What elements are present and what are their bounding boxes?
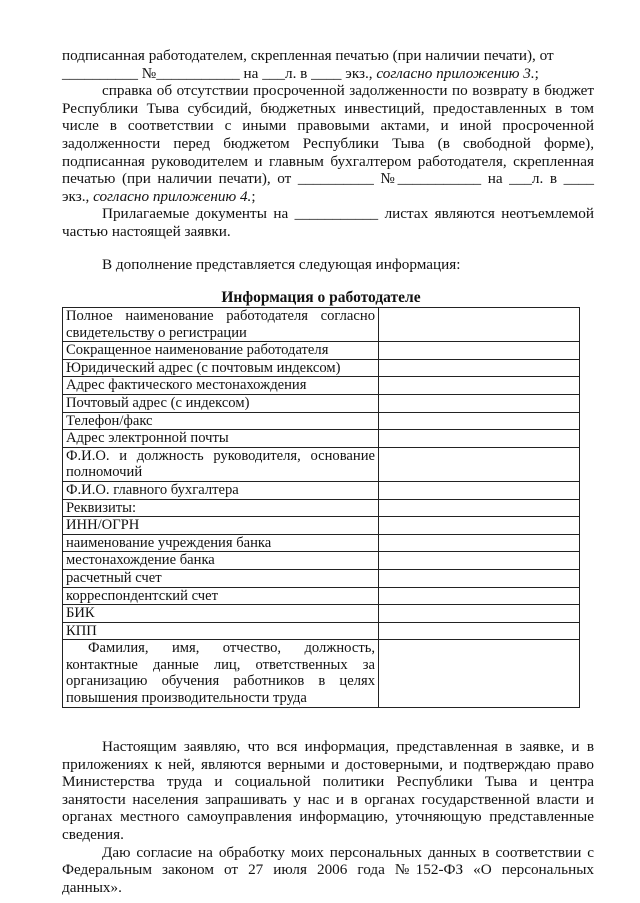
row-value[interactable] (379, 534, 580, 552)
row-value[interactable] (379, 517, 580, 535)
row-label: наименование учреждения банка (63, 534, 379, 552)
row-label: расчетный счет (63, 569, 379, 587)
top-paragraphs (62, 47, 594, 241)
table-row (63, 342, 580, 360)
row-label: Ф.И.О. и должность руководителя, основание полномочий (63, 447, 379, 481)
row-label: Почтовый адрес (с индексом) (63, 394, 379, 412)
table-row (63, 587, 580, 605)
row-label: Полное наименование работодателя согласно свидетельству о регистрации (63, 308, 379, 342)
row-value[interactable] (379, 605, 580, 623)
row-value[interactable] (379, 481, 580, 499)
row-value[interactable] (379, 430, 580, 448)
table-title: Информация о работодателе (221, 289, 421, 306)
table-row (63, 430, 580, 448)
row-label: КПП (63, 622, 379, 640)
appendix-3-reference: согласно приложению 3. (376, 64, 535, 82)
debt-certificate-text: справка об отсутствии просроченной задолженности по возврату в бюджет Республики Тыва субсидий, бюджетных инвестиций, предоставленных в том числе в соответствии с иными правовыми актами, и иной просроченной задолженности перед бюджетом Республики Тыва (в свободной форме), подписанная руководителем и главным бухгалтером работодателя, скрепленная печатью (при наличии печати), от __________ №___________ на ___л. в ____ экз., (62, 82, 594, 205)
row-value[interactable] (379, 342, 580, 360)
row-value[interactable] (379, 308, 580, 342)
employer-info-table (62, 307, 580, 708)
punctuation: ; (251, 187, 256, 205)
table-row (63, 517, 580, 535)
paragraph-5: Настоящим заявляю, что вся информация, представленная в заявке, и в приложениях к ней, являются верными и достоверными, и подтверждаю право Министерства труда и социальной политики Республики Тыва и центра занятости населения запрашивать у нас и в органах государственной власти и органах местного самоуправления информацию, уточняющую представленные сведения. (62, 738, 594, 843)
table-row (63, 447, 580, 481)
reference-blanks: __________ №___________ на ___л. в ____ экз., (62, 64, 377, 82)
row-value[interactable] (379, 569, 580, 587)
row-label: ИНН/ОГРН (63, 517, 379, 535)
row-value[interactable] (379, 412, 580, 430)
punctuation: ; (534, 64, 539, 82)
paragraph-1-line-1: подписанная работодателем, скрепленная печатью (при наличии печати), от (62, 47, 554, 64)
table-row (63, 308, 580, 342)
table-row (63, 622, 580, 640)
table-row (63, 534, 580, 552)
table-row (63, 605, 580, 623)
paragraph-1-line-2 (62, 65, 594, 83)
row-label: БИК (63, 605, 379, 623)
additional-info-intro (62, 256, 594, 274)
row-value[interactable] (379, 447, 580, 481)
row-label: Ф.И.О. главного бухгалтера (63, 481, 379, 499)
row-label: Адрес фактического местонахождения (63, 377, 379, 395)
paragraph-6: Даю согласие на обработку моих персональных данных в соответствии с Федеральным законом от 27 июля 2006 года №152-ФЗ «О персональных данных». (62, 843, 594, 896)
row-value[interactable] (379, 499, 580, 517)
paragraph-2 (62, 82, 594, 205)
table-row (63, 552, 580, 570)
table-row (63, 640, 580, 707)
row-value[interactable] (379, 640, 580, 707)
row-label: Фамилия, имя, отчество, должность, контактные данные лиц, ответственных за организацию обучения работников в целях повышения производительности труда (63, 640, 379, 707)
paragraph-3: Прилагаемые документы на ___________ листах являются неотъемлемой частью настоящей заявки. (62, 205, 594, 240)
row-value[interactable] (379, 587, 580, 605)
row-value[interactable] (379, 622, 580, 640)
row-value[interactable] (379, 394, 580, 412)
table-row (63, 412, 580, 430)
table-row (63, 359, 580, 377)
row-label: Реквизиты: (63, 499, 379, 517)
table-row (63, 377, 580, 395)
bottom-paragraphs (62, 738, 594, 896)
row-value[interactable] (379, 552, 580, 570)
row-label: Сокращенное наименование работодателя (63, 342, 379, 360)
table-row (63, 499, 580, 517)
row-label: Телефон/факс (63, 412, 379, 430)
row-label: Юридический адрес (с почтовым индексом) (63, 359, 379, 377)
row-value[interactable] (379, 377, 580, 395)
row-label: корреспондентский счет (63, 587, 379, 605)
row-value[interactable] (379, 359, 580, 377)
appendix-4-reference: согласно приложению 4. (93, 187, 252, 205)
table-row (63, 394, 580, 412)
row-label: местонахождение банка (63, 552, 379, 570)
table-row (63, 569, 580, 587)
table-row (63, 481, 580, 499)
paragraph-4: В дополнение представляется следующая информация: (102, 256, 461, 273)
row-label: Адрес электронной почты (63, 430, 379, 448)
